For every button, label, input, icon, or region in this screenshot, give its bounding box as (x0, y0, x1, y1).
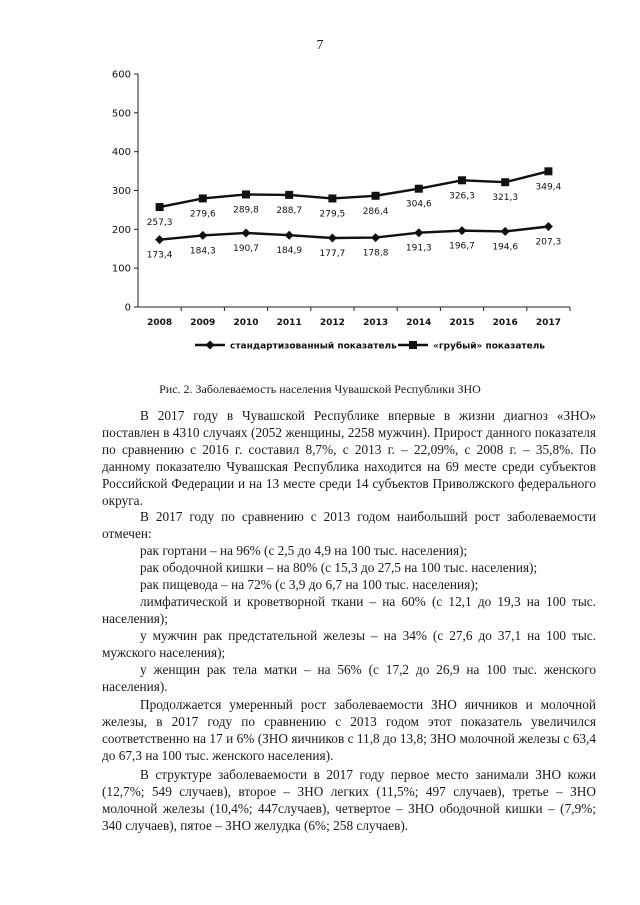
data-point-diamond (155, 235, 164, 244)
y-tick-label: 200 (111, 224, 131, 236)
data-label: 304,6 (405, 199, 432, 210)
data-label: 196,7 (449, 241, 475, 252)
data-label: 191,3 (405, 243, 432, 254)
data-point-square (372, 192, 380, 200)
data-label: 257,3 (146, 218, 173, 229)
data-point-square (199, 194, 207, 202)
data-label: 279,5 (319, 209, 346, 220)
y-tick-label: 400 (111, 147, 131, 159)
data-label: 286,4 (362, 206, 389, 217)
data-point-diamond (285, 231, 294, 240)
x-tick-label: 2009 (190, 318, 216, 328)
y-tick-label: 600 (111, 69, 131, 81)
data-label: 288,7 (276, 205, 303, 216)
list-item-larynx: рак гортани – на 96% (с 2,5 до 4,9 на 100 тыс. населения); (140, 543, 468, 559)
paragraph-2: В 2017 году по сравнению с 2013 годом наибольший рост заболеваемости отмечен: (102, 509, 596, 542)
data-label: 177,7 (319, 248, 346, 259)
data-label: 321,3 (492, 193, 519, 204)
data-point-square (501, 178, 509, 186)
list-item-colon: рак ободочной кишки – на 80% (с 15,3 до 27,5 на 100 тыс. населения); (140, 560, 538, 576)
data-label: 349,4 (535, 182, 562, 193)
list-item-uterus: у женщин рак тела матки – на 56% (с 17,2 до 26,9 на 100 тыс. женского населения). (102, 661, 596, 694)
legend-marker-square (409, 341, 417, 349)
figure-caption: Рис. 2. Заболеваемость населения Чувашской Республики ЗНО (159, 382, 481, 396)
x-tick-label: 2008 (147, 318, 173, 328)
list-item-esophagus: рак пищевода – на 72% (с 3,9 до 6,7 на 100 тыс. населения); (140, 577, 479, 593)
paragraph-1: В 2017 году в Чувашской Республике впервые в жизни диагноз «ЗНО» поставлен в 4310 случаях (2052 женщины, 2258 мужчин). Прирост данного показателя по сравнению с 2016 г. составил 8,7%, с 2013 г. – 22,09%, с 2008 г. – 35,8%. По данному показателю Чувашская Республика находится на 69 месте среди субъектов Российской Федерации и на 13 месте среди 14 субъектов Приволжского федерального округа. (102, 408, 596, 508)
data-point-diamond (501, 227, 510, 236)
data-label: 178,8 (362, 248, 389, 259)
data-point-diamond (198, 231, 207, 240)
paragraph-3: Продолжается умеренный рост заболеваемости ЗНО яичников и молочной железы, в 2017 году по сравнению с 2013 годом этот показатель увеличился соответственно на 17 и 6% (ЗНО яичников с 11,8 до 13,8; ЗНО молочной железы с 63,4 до 67,3 на 100 тыс. женского населения). (102, 697, 596, 764)
data-label: 326,3 (449, 191, 475, 202)
y-tick-label: 500 (111, 108, 131, 120)
incidence-line-chart (100, 60, 580, 360)
series-line-2 (160, 171, 549, 207)
series-line-1 (160, 226, 549, 239)
y-tick-label: 100 (111, 263, 131, 275)
data-point-diamond (458, 226, 467, 235)
data-label: 173,4 (146, 250, 173, 261)
data-point-diamond (544, 222, 553, 231)
data-label: 184,9 (276, 246, 303, 257)
data-label: 207,3 (535, 237, 562, 248)
list-item-prostate: у мужчин рак предстательной железы – на 34% (с 27,6 до 37,1 на 100 тыс. мужского населения); (102, 627, 596, 660)
x-tick-label: 2016 (492, 318, 518, 328)
data-label: 190,7 (233, 243, 259, 254)
x-tick-label: 2012 (319, 318, 345, 328)
data-point-diamond (242, 228, 251, 237)
y-tick-label: 0 (124, 302, 131, 314)
data-point-diamond (414, 228, 423, 237)
list-item-lymphatic: лимфатической и кроветворной ткани – на 60% (с 12,1 до 19,3 на 100 тыс. населения); (102, 593, 596, 626)
x-tick-label: 2014 (406, 318, 432, 328)
paragraph-4: В структуре заболеваемости в 2017 году первое место занимали ЗНО кожи (12,7%; 549 случаев), второе – ЗНО легких (11,5%; 497 случаев), третье – ЗНО молочной железы (10,4%; 447случаев), четвертое – ЗНО ободочной кишки – (7,9%; 340 случаев), пятое – ЗНО желудка (6%; 258 случаев). (102, 767, 596, 833)
x-tick-label: 2011 (276, 318, 302, 328)
y-tick-label: 300 (111, 186, 131, 197)
data-label: 289,8 (233, 205, 259, 216)
data-point-square (328, 194, 336, 202)
x-tick-label: 2010 (233, 318, 259, 328)
data-point-diamond (328, 233, 337, 242)
data-point-square (458, 176, 466, 184)
data-label: 184,3 (189, 246, 216, 257)
data-label: 194,6 (492, 242, 519, 253)
data-label: 279,6 (189, 209, 216, 220)
legend-label: стандартизованный показатель (230, 341, 397, 352)
legend-label: «грубый» показатель (433, 341, 545, 352)
data-point-square (544, 167, 552, 175)
data-point-square (285, 191, 293, 199)
body-text (102, 408, 596, 835)
data-point-square (156, 203, 164, 211)
legend-marker-diamond (206, 341, 215, 350)
page-number: 7 (316, 38, 324, 53)
data-point-square (242, 190, 250, 198)
x-tick-label: 2017 (535, 318, 561, 328)
x-tick-label: 2013 (363, 318, 389, 328)
data-point-square (415, 185, 423, 193)
x-tick-label: 2015 (449, 318, 475, 328)
data-point-diamond (371, 233, 380, 242)
